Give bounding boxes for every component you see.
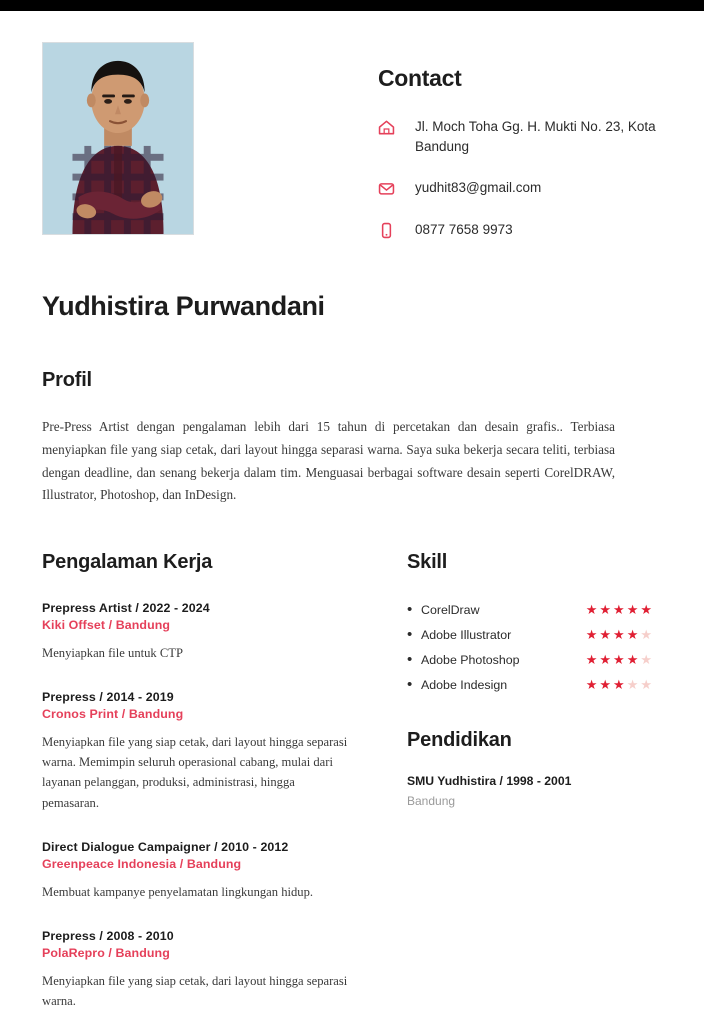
education-section bbox=[407, 729, 652, 808]
skill-row bbox=[407, 602, 652, 617]
skill-row bbox=[407, 652, 652, 667]
job-description: Menyiapkan file yang siap cetak, dari layout hingga separasi warna. Memimpin seluruh operasional cabang, mulai dari layanan pelanggan, produksi, administrasi, hingga pemasaran. bbox=[42, 735, 348, 810]
right-column bbox=[392, 551, 652, 1011]
job-entry bbox=[42, 929, 392, 1011]
bullet-icon: • bbox=[407, 601, 413, 619]
star-icon: ★ bbox=[599, 602, 612, 618]
experience-section bbox=[42, 551, 392, 1011]
page-title: Yudhistira Purwandani bbox=[42, 291, 325, 322]
job-description: Membuat kampanye penyelamatan lingkungan hidup. bbox=[42, 884, 314, 899]
star-icon: ★ bbox=[613, 652, 625, 668]
star-icon: ★ bbox=[613, 627, 625, 643]
star-icon: ★ bbox=[585, 652, 598, 668]
education-place: Bandung bbox=[407, 794, 456, 809]
education-school: SMU Yudhistira / 1998 - 2001 bbox=[407, 774, 572, 789]
experience-title: Pengalaman Kerja bbox=[42, 551, 213, 574]
star-icon: ★ bbox=[599, 627, 612, 643]
skill-rating-stars bbox=[586, 628, 652, 641]
resume-page bbox=[0, 11, 704, 1009]
star-icon: ★ bbox=[613, 602, 625, 618]
star-icon: ★ bbox=[613, 677, 625, 693]
star-icon: ★ bbox=[585, 627, 598, 643]
star-icon: ★ bbox=[626, 627, 639, 643]
contact-title: Contact bbox=[378, 65, 462, 91]
header-section bbox=[0, 11, 704, 261]
star-icon: ★ bbox=[640, 677, 652, 693]
contact-phone-value[interactable]: 0877 7658 9973 bbox=[415, 221, 513, 237]
skill-name: Adobe Indesign bbox=[421, 677, 508, 692]
skills-section bbox=[407, 551, 652, 692]
phone-icon bbox=[378, 220, 400, 239]
skill-list bbox=[407, 602, 652, 692]
star-icon: ★ bbox=[640, 602, 652, 618]
education-title: Pendidikan bbox=[407, 729, 512, 752]
contact-row-phone bbox=[378, 220, 704, 240]
star-icon: ★ bbox=[585, 677, 598, 693]
star-icon: ★ bbox=[626, 652, 639, 668]
contact-row-email bbox=[378, 178, 704, 198]
bullet-icon: • bbox=[407, 651, 413, 669]
contact-row-address bbox=[378, 117, 704, 156]
skill-name: CorelDraw bbox=[421, 602, 480, 617]
skill-name: Adobe Photoshop bbox=[421, 652, 520, 667]
skill-row bbox=[407, 627, 652, 642]
star-icon: ★ bbox=[626, 677, 639, 693]
profile-photo-illustration bbox=[43, 43, 193, 234]
skill-row bbox=[407, 677, 652, 692]
job-description: Menyiapkan file untuk CTP bbox=[42, 646, 183, 661]
job-role: Direct Dialogue Campaigner / 2010 - 2012 bbox=[42, 839, 289, 854]
skills-title: Skill bbox=[407, 551, 448, 574]
skill-rating-stars bbox=[586, 653, 652, 666]
bullet-icon: • bbox=[407, 676, 413, 694]
envelope-icon bbox=[378, 178, 400, 197]
skill-rating-stars bbox=[586, 678, 652, 691]
star-icon: ★ bbox=[640, 627, 652, 643]
contact-column bbox=[195, 42, 704, 261]
profile-photo bbox=[42, 42, 194, 235]
job-entry bbox=[42, 840, 392, 902]
photo-column bbox=[0, 42, 195, 261]
job-company: Kiki Offset / Bandung bbox=[42, 618, 171, 633]
star-icon: ★ bbox=[585, 602, 598, 618]
job-description: Menyiapkan file yang siap cetak, dari layout hingga separasi warna. bbox=[42, 973, 348, 1009]
star-icon: ★ bbox=[640, 652, 652, 668]
contact-email-value[interactable]: yudhit83@gmail.com bbox=[415, 180, 542, 196]
job-company: Greenpeace Indonesia / Bandung bbox=[42, 856, 242, 871]
job-role: Prepress / 2008 - 2010 bbox=[42, 928, 174, 943]
profil-section bbox=[42, 369, 704, 507]
profil-body: Pre-Press Artist dengan pengalaman lebih dari 15 tahun di percetakan dan desain grafis.. Terbiasa menyiapkan file yang siap cetak, dari layout hingga separasi warna. Saya suka bekerja secara teliti, terbiasa dengan deadline, dan senang bekerja dalam tim. Menguasai berbagai software desain seperti CorelDRAW, Illustrator, Photoshop, dan InDesign. bbox=[42, 419, 615, 503]
job-entry bbox=[42, 690, 392, 813]
job-company: Cronos Print / Bandung bbox=[42, 707, 184, 722]
top-black-bar bbox=[0, 0, 704, 11]
job-role: Prepress Artist / 2022 - 2024 bbox=[42, 601, 210, 616]
job-entry bbox=[42, 601, 392, 663]
star-icon: ★ bbox=[599, 652, 612, 668]
education-entry bbox=[407, 774, 652, 808]
star-icon: ★ bbox=[599, 677, 612, 693]
job-role: Prepress / 2014 - 2019 bbox=[42, 690, 174, 705]
bullet-icon: • bbox=[407, 626, 413, 644]
skill-name: Adobe Illustrator bbox=[421, 627, 512, 642]
job-company: PolaRepro / Bandung bbox=[42, 945, 170, 960]
skill-rating-stars bbox=[586, 603, 652, 616]
main-columns bbox=[0, 551, 704, 1011]
contact-address-value[interactable]: Jl. Moch Toha Gg. H. Mukti No. 23, Kota Bandung bbox=[415, 119, 656, 154]
star-icon: ★ bbox=[626, 602, 639, 618]
home-icon bbox=[378, 117, 400, 136]
profil-title: Profil bbox=[42, 369, 92, 392]
